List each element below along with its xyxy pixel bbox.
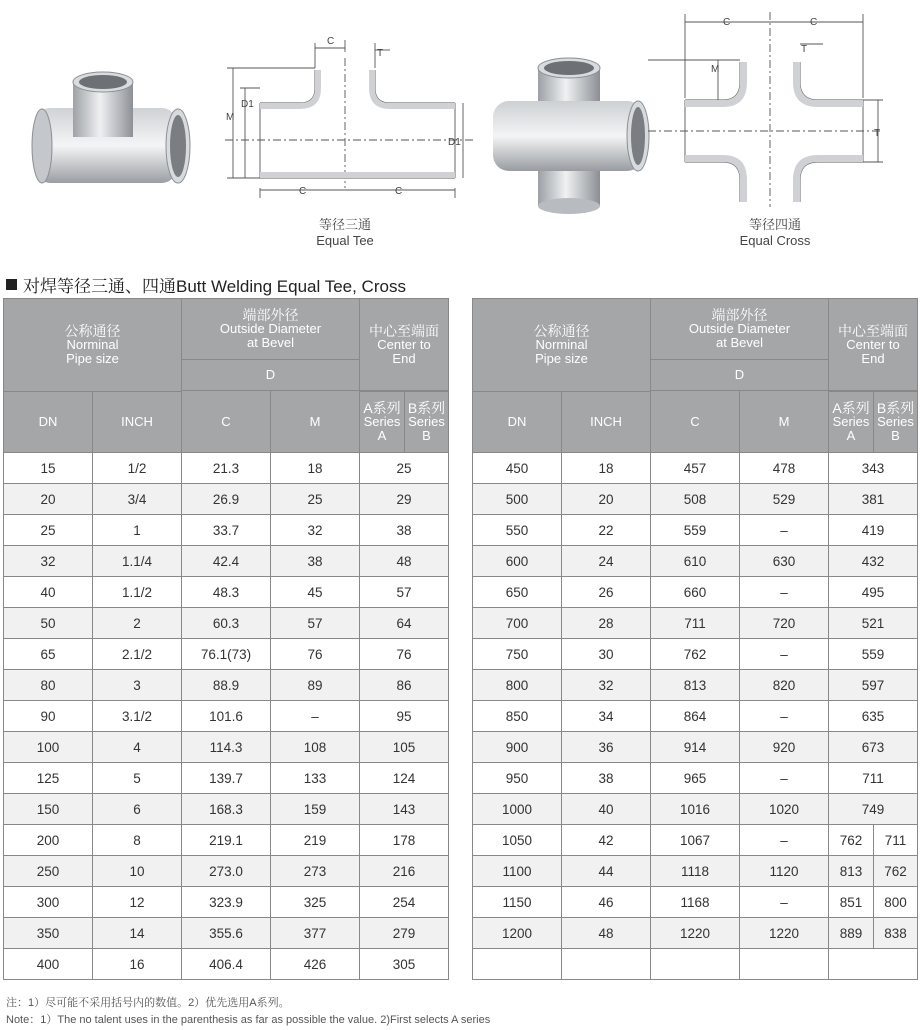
cell-dn: 950 <box>473 763 562 794</box>
header-series-b-cn: B系列 <box>407 400 446 416</box>
cell-series-a: 76.1(73) <box>182 639 271 670</box>
cell-series-b: 133 <box>271 763 360 794</box>
cell-m: 762 <box>874 856 918 887</box>
cell-c-m: 305 <box>360 949 449 980</box>
tee-dim-m: M <box>226 112 235 123</box>
cell-dn: 500 <box>473 484 562 515</box>
cell-dn: 150 <box>4 794 93 825</box>
cell-c-m: 143 <box>360 794 449 825</box>
cell-dn: 600 <box>473 546 562 577</box>
cell-c-m: 29 <box>360 484 449 515</box>
cell-series-a: 26.9 <box>182 484 271 515</box>
header-series-a <box>829 392 874 453</box>
header-series-a-cn: A系列 <box>832 400 870 416</box>
cell-inch: 3/4 <box>93 484 182 515</box>
cell-dn: 550 <box>473 515 562 546</box>
cell-dn: 80 <box>4 670 93 701</box>
cell-inch: 16 <box>93 949 182 980</box>
equal-tee-caption <box>285 217 405 249</box>
cell-c-m: 279 <box>360 918 449 949</box>
cell-inch: 42 <box>562 825 651 856</box>
header-nominal-en1: Norminal <box>535 337 588 352</box>
cell-dn: 1000 <box>473 794 562 825</box>
table-row <box>4 639 449 670</box>
cell-series-b: 18 <box>271 453 360 484</box>
cell-inch: 24 <box>562 546 651 577</box>
cell-series-a: 762 <box>651 639 740 670</box>
table-row <box>4 453 449 484</box>
header-center-en1: Center to <box>846 336 900 352</box>
cell-inch: 32 <box>562 670 651 701</box>
cell-inch: 3.1/2 <box>93 701 182 732</box>
header-series-a-en: Series A <box>832 414 870 443</box>
header-center-en2: End <box>392 350 416 366</box>
header-d: D <box>651 360 829 391</box>
header-nominal <box>4 299 182 392</box>
cell-series-a: 1067 <box>651 825 740 856</box>
cell-inch: 1/2 <box>93 453 182 484</box>
cell-series-a: 1016 <box>651 794 740 825</box>
header-od-en2: at Bevel <box>716 335 763 350</box>
tee-dim-c-left: C <box>299 186 307 197</box>
header-nominal-en2: Pipe size <box>66 351 119 366</box>
cell-series-b: 76 <box>271 639 360 670</box>
cell-dn: 1150 <box>473 887 562 918</box>
table-row <box>473 949 918 980</box>
cell-dn: 25 <box>4 515 93 546</box>
cell-inch <box>562 949 651 980</box>
header-inch: INCH <box>93 392 182 453</box>
cell-dn: 40 <box>4 577 93 608</box>
cell-dn: 100 <box>4 732 93 763</box>
header-nominal <box>473 299 651 392</box>
cell-series-b: 273 <box>271 856 360 887</box>
table-row <box>473 887 918 918</box>
cell-inch: 4 <box>93 732 182 763</box>
header-m: M <box>740 391 829 453</box>
cell-dn: 15 <box>4 453 93 484</box>
section-title <box>6 272 406 297</box>
header-outside-diameter <box>182 299 360 360</box>
cell-dn: 700 <box>473 608 562 639</box>
header-od-en2: at Bevel <box>247 335 294 350</box>
cross-dim-c-right: C <box>810 17 818 28</box>
cell-series-b: – <box>740 825 829 856</box>
header-series-b-cn: B系列 <box>876 400 915 416</box>
cell-inch: 18 <box>562 453 651 484</box>
cell-series-b: 426 <box>271 949 360 980</box>
cell-series-b <box>740 949 829 980</box>
cell-dn: 900 <box>473 732 562 763</box>
cell-series-b: 325 <box>271 887 360 918</box>
cell-inch: 2 <box>93 608 182 639</box>
cell-dn: 1100 <box>473 856 562 887</box>
cell-inch: 38 <box>562 763 651 794</box>
table-row <box>473 484 918 515</box>
cross-dim-t-top: T <box>801 44 808 55</box>
header-m: M <box>271 391 360 453</box>
cell-series-a: 1168 <box>651 887 740 918</box>
cell-inch: 46 <box>562 887 651 918</box>
cell-dn: 250 <box>4 856 93 887</box>
cell-inch: 36 <box>562 732 651 763</box>
cell-inch: 5 <box>93 763 182 794</box>
cell-series-a: 88.9 <box>182 670 271 701</box>
note-en: Note：1）The no talent uses in the parenthesis as far as possible the value. 2)First selects A series <box>6 1014 491 1026</box>
cell-series-a: 273.0 <box>182 856 271 887</box>
cell-dn: 125 <box>4 763 93 794</box>
cell-series-a: 1220 <box>651 918 740 949</box>
header-nominal-en1: Norminal <box>66 337 119 352</box>
header-od-cn: 端部外径 <box>711 307 768 323</box>
equal-cross-caption-en: Equal Cross <box>739 233 811 248</box>
cell-inch: 12 <box>93 887 182 918</box>
cell-series-a: 101.6 <box>182 701 271 732</box>
cell-series-b: 38 <box>271 546 360 577</box>
table-row <box>4 515 449 546</box>
cell-series-b: 32 <box>271 515 360 546</box>
cell-c-m: 635 <box>829 701 918 732</box>
table-row <box>473 546 918 577</box>
cell-series-b: 820 <box>740 670 829 701</box>
cell-dn: 350 <box>4 918 93 949</box>
table-row <box>4 670 449 701</box>
table-row <box>473 670 918 701</box>
table-row <box>473 608 918 639</box>
table-row <box>4 484 449 515</box>
cell-c-m <box>829 949 918 980</box>
cell-c-m: 521 <box>829 608 918 639</box>
tee-dim-c-top: C <box>327 36 335 47</box>
header-nominal-en2: Pipe size <box>535 351 588 366</box>
cell-series-b: 1220 <box>740 918 829 949</box>
cell-dn: 750 <box>473 639 562 670</box>
header-d: D <box>182 360 360 391</box>
cell-c: 889 <box>829 918 874 949</box>
cell-series-b: 630 <box>740 546 829 577</box>
equal-tee-photo <box>28 68 193 198</box>
cell-inch: 1.1/2 <box>93 577 182 608</box>
cell-series-a: 610 <box>651 546 740 577</box>
cell-c-m: 105 <box>360 732 449 763</box>
cell-c-m: 216 <box>360 856 449 887</box>
cell-c-m: 381 <box>829 484 918 515</box>
table-row <box>473 918 918 949</box>
cell-series-b: 25 <box>271 484 360 515</box>
tee-dim-d1-left: D1 <box>241 99 254 110</box>
cell-series-a: 219.1 <box>182 825 271 856</box>
header-series-b <box>874 392 918 453</box>
cell-c-m: 749 <box>829 794 918 825</box>
cell-c-m: 343 <box>829 453 918 484</box>
cell-dn: 1050 <box>473 825 562 856</box>
cell-dn: 20 <box>4 484 93 515</box>
cell-series-b: 478 <box>740 453 829 484</box>
cell-series-b: 159 <box>271 794 360 825</box>
cell-series-a: 1118 <box>651 856 740 887</box>
cell-series-b: 57 <box>271 608 360 639</box>
cell-inch: 8 <box>93 825 182 856</box>
cell-dn: 1200 <box>473 918 562 949</box>
cell-inch: 44 <box>562 856 651 887</box>
cell-series-a: 559 <box>651 515 740 546</box>
cell-series-b: – <box>740 763 829 794</box>
equal-cross-caption <box>715 217 835 249</box>
table-row <box>473 453 918 484</box>
tee-dim-t: T <box>377 48 384 59</box>
cell-c-m: 76 <box>360 639 449 670</box>
cell-series-a: 508 <box>651 484 740 515</box>
cell-c-m: 124 <box>360 763 449 794</box>
table-row <box>4 732 449 763</box>
cell-dn: 450 <box>473 453 562 484</box>
table-row <box>4 856 449 887</box>
cell-inch: 14 <box>93 918 182 949</box>
header-inch: INCH <box>562 392 651 453</box>
cell-series-a: 660 <box>651 577 740 608</box>
cell-series-a <box>651 949 740 980</box>
cell-dn: 850 <box>473 701 562 732</box>
cell-c-m: 64 <box>360 608 449 639</box>
header-dn: DN <box>4 392 93 453</box>
header-center-en2: End <box>861 350 885 366</box>
cell-series-a: 813 <box>651 670 740 701</box>
header-center-to-end <box>829 299 918 391</box>
header-center-to-end <box>360 299 449 391</box>
cell-series-a: 139.7 <box>182 763 271 794</box>
cell-series-b: 89 <box>271 670 360 701</box>
cell-series-a: 965 <box>651 763 740 794</box>
table-row <box>473 825 918 856</box>
header-series-b-en: Series B <box>408 414 445 443</box>
table-row <box>473 732 918 763</box>
cross-dim-c-left: C <box>723 17 731 28</box>
cross-dim-m: M <box>711 64 720 75</box>
section-title-text: 对焊等径三通、四通Butt Welding Equal Tee, Cross <box>23 277 406 296</box>
equal-cross-drawing <box>648 12 888 212</box>
cell-inch: 34 <box>562 701 651 732</box>
cross-dim-t-side: T <box>874 128 881 139</box>
table-row <box>4 577 449 608</box>
cell-c-m: 597 <box>829 670 918 701</box>
cell-c-m: 25 <box>360 453 449 484</box>
cell-inch: 1.1/4 <box>93 546 182 577</box>
header-center-en1: Center to <box>377 336 431 352</box>
cell-series-a: 168.3 <box>182 794 271 825</box>
cell-m: 711 <box>874 825 918 856</box>
header-outside-diameter <box>651 299 829 360</box>
cell-series-a: 323.9 <box>182 887 271 918</box>
table-row <box>4 794 449 825</box>
header-series-a <box>360 392 405 453</box>
cell-c-m: 178 <box>360 825 449 856</box>
title-square-icon <box>6 279 17 290</box>
header-c: C <box>651 391 740 453</box>
cell-dn: 50 <box>4 608 93 639</box>
cell-c: 851 <box>829 887 874 918</box>
cell-inch: 30 <box>562 639 651 670</box>
cell-inch: 1 <box>93 515 182 546</box>
header-series-b-en: Series B <box>877 414 914 443</box>
cell-series-b: – <box>740 515 829 546</box>
table-row <box>4 701 449 732</box>
table-row <box>473 856 918 887</box>
cell-series-b: 720 <box>740 608 829 639</box>
table-row <box>4 918 449 949</box>
cell-series-a: 33.7 <box>182 515 271 546</box>
cell-c-m: 254 <box>360 887 449 918</box>
cell-series-b: – <box>740 577 829 608</box>
header-center-cn: 中心至端面 <box>369 322 439 339</box>
header-c: C <box>182 391 271 453</box>
header-series-a-cn: A系列 <box>363 400 401 416</box>
table-row <box>4 608 449 639</box>
cell-inch: 10 <box>93 856 182 887</box>
cell-dn: 32 <box>4 546 93 577</box>
table-row <box>4 763 449 794</box>
cell-dn: 200 <box>4 825 93 856</box>
table-row <box>473 701 918 732</box>
cell-series-b: 920 <box>740 732 829 763</box>
table-row <box>4 546 449 577</box>
cell-series-b: – <box>740 701 829 732</box>
cell-series-b: 219 <box>271 825 360 856</box>
header-dn: DN <box>473 392 562 453</box>
tee-dim-d1-right: D1 <box>448 137 461 148</box>
table-row <box>473 515 918 546</box>
cell-series-b: 529 <box>740 484 829 515</box>
cell-dn <box>473 949 562 980</box>
cell-series-a: 114.3 <box>182 732 271 763</box>
cell-series-b: – <box>740 639 829 670</box>
equal-tee-caption-en: Equal Tee <box>316 233 374 248</box>
header-series-b <box>405 392 449 453</box>
cell-series-a: 60.3 <box>182 608 271 639</box>
table-row <box>473 639 918 670</box>
header-series-a-en: Series A <box>363 414 401 443</box>
cell-series-a: 48.3 <box>182 577 271 608</box>
cell-c-m: 38 <box>360 515 449 546</box>
cell-inch: 22 <box>562 515 651 546</box>
header-od-en1: Outside Diameter <box>688 321 791 336</box>
cell-m: 838 <box>874 918 918 949</box>
cell-inch: 40 <box>562 794 651 825</box>
cell-c-m: 432 <box>829 546 918 577</box>
cell-series-a: 864 <box>651 701 740 732</box>
cell-series-a: 406.4 <box>182 949 271 980</box>
header-nominal-cn: 公称通径 <box>64 323 121 339</box>
cell-series-a: 711 <box>651 608 740 639</box>
table-row <box>473 577 918 608</box>
left-spec-table <box>3 298 449 980</box>
cell-c-m: 673 <box>829 732 918 763</box>
cell-series-b: 377 <box>271 918 360 949</box>
header-nominal-cn: 公称通径 <box>533 323 590 339</box>
cell-inch: 3 <box>93 670 182 701</box>
cell-inch: 2.1/2 <box>93 639 182 670</box>
cell-c-m: 86 <box>360 670 449 701</box>
cell-dn: 300 <box>4 887 93 918</box>
header-center-cn: 中心至端面 <box>838 322 908 339</box>
tee-dim-c-right: C <box>395 186 403 197</box>
table-row <box>473 794 918 825</box>
right-spec-table <box>472 298 918 980</box>
header-od-cn: 端部外径 <box>242 307 299 323</box>
table-row <box>4 949 449 980</box>
cell-dn: 65 <box>4 639 93 670</box>
cell-c-m: 48 <box>360 546 449 577</box>
equal-tee-drawing <box>215 28 475 198</box>
cell-series-a: 457 <box>651 453 740 484</box>
cell-dn: 650 <box>473 577 562 608</box>
cell-c-m: 57 <box>360 577 449 608</box>
cell-dn: 400 <box>4 949 93 980</box>
table-row <box>4 825 449 856</box>
cell-series-b: – <box>740 887 829 918</box>
equal-cross-caption-cn: 等径四通 <box>748 217 801 232</box>
cell-series-a: 355.6 <box>182 918 271 949</box>
cell-c-m: 711 <box>829 763 918 794</box>
cell-inch: 20 <box>562 484 651 515</box>
cell-series-b: 1020 <box>740 794 829 825</box>
cell-dn: 90 <box>4 701 93 732</box>
cell-series-b: 1120 <box>740 856 829 887</box>
cell-series-b: – <box>271 701 360 732</box>
cell-c-m: 495 <box>829 577 918 608</box>
cell-series-b: 108 <box>271 732 360 763</box>
cell-series-a: 42.4 <box>182 546 271 577</box>
cell-inch: 48 <box>562 918 651 949</box>
cell-c: 813 <box>829 856 874 887</box>
cell-c-m: 559 <box>829 639 918 670</box>
cell-series-b: 45 <box>271 577 360 608</box>
cell-c-m: 95 <box>360 701 449 732</box>
cell-inch: 28 <box>562 608 651 639</box>
note-cn: 注：1）尽可能不采用括号内的数值。2）优先选用A系列。 <box>6 997 290 1009</box>
cell-c-m: 419 <box>829 515 918 546</box>
cell-inch: 6 <box>93 794 182 825</box>
cell-inch: 26 <box>562 577 651 608</box>
header-od-en1: Outside Diameter <box>219 321 322 336</box>
table-row <box>473 763 918 794</box>
equal-tee-caption-cn: 等径三通 <box>318 217 371 232</box>
cell-series-a: 914 <box>651 732 740 763</box>
cell-c: 762 <box>829 825 874 856</box>
cell-dn: 800 <box>473 670 562 701</box>
equal-cross-photo <box>488 56 653 216</box>
cell-m: 800 <box>874 887 918 918</box>
table-row <box>4 887 449 918</box>
cell-series-a: 21.3 <box>182 453 271 484</box>
